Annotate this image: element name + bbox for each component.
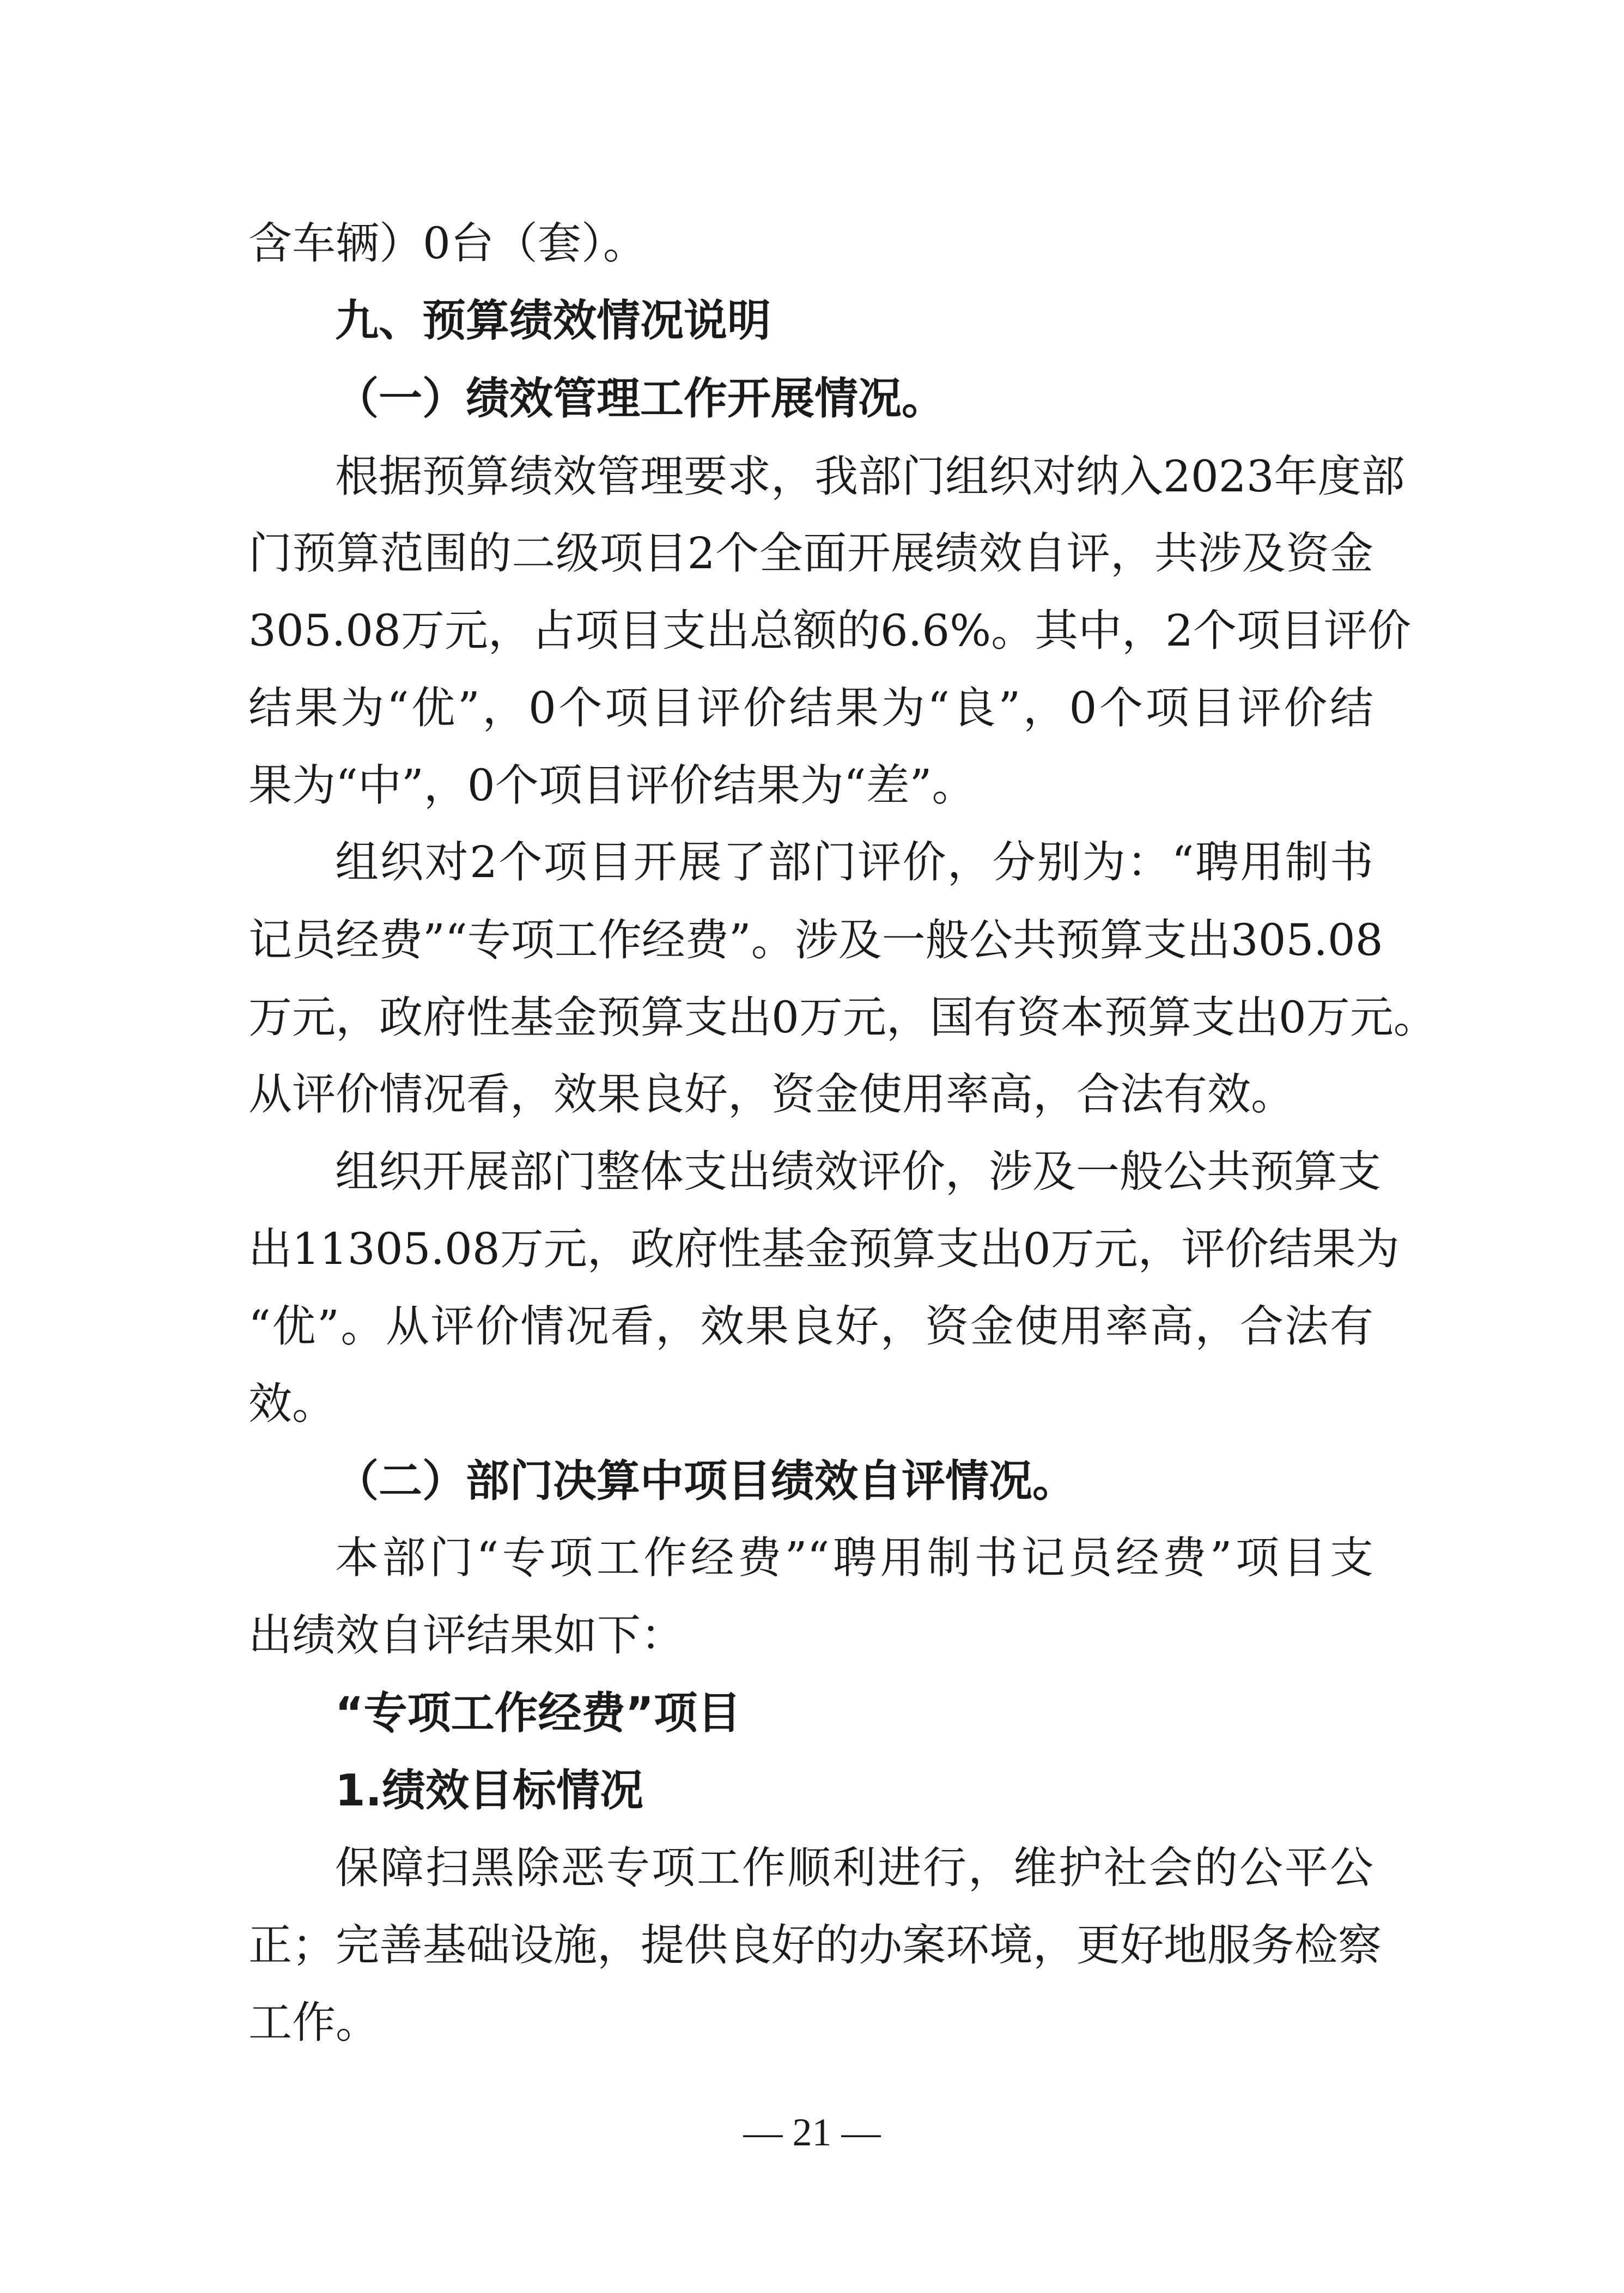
body-text-line: 根据预算绩效管理要求，我部门组织对纳入2023年度部 (335, 451, 1405, 502)
subsection-heading: （一）绩效管理工作开展情况。 (335, 373, 945, 424)
project-heading: “专项工作经费”项目 (335, 1688, 741, 1738)
body-text-line: 本部门“专项工作经费”“聘用制书记员经费”项目支 (335, 1532, 1373, 1583)
body-text-line: 工作。 (248, 1997, 379, 2048)
page-number: — 21 — (743, 2110, 881, 2154)
body-text-line: “优”。从评价情况看，效果良好，资金使用率高，合法有 (248, 1301, 1373, 1352)
body-text-line: 出绩效自评结果如下： (248, 1610, 684, 1661)
body-text-line: 组织开展部门整体支出绩效评价，涉及一般公共预算支 (335, 1146, 1381, 1197)
body-text-line: 组织对2个项目开展了部门评价，分别为：“聘用制书 (335, 837, 1373, 887)
body-text-line: 万元，政府性基金预算支出0万元，国有资本预算支出0万元。 (248, 992, 1437, 1043)
item-heading: 1.绩效目标情况 (335, 1765, 644, 1816)
body-text-line: 结果为“优”，0个项目评价结果为“良”，0个项目评价结 (248, 683, 1373, 733)
body-text-line: 记员经费”“专项工作经费”。涉及一般公共预算支出305.08 (248, 915, 1383, 965)
body-text-line: 从评价情况看，效果良好，资金使用率高，合法有效。 (248, 1069, 1294, 1120)
body-text-line: 出11305.08万元，政府性基金预算支出0万元，评价结果为 (248, 1224, 1400, 1274)
body-text-line: 果为“中”，0个项目评价结果为“差”。 (248, 760, 976, 811)
body-text-line: 含车辆）0台（套）。 (248, 218, 647, 269)
body-text-line: 保障扫黑除恶专项工作顺利进行，维护社会的公平公 (335, 1842, 1373, 1893)
subsection-heading: （二）部门决算中项目绩效自评情况。 (335, 1456, 1076, 1506)
section-heading: 九、预算绩效情况说明 (335, 295, 771, 346)
body-text-line: 效。 (248, 1378, 336, 1429)
body-text-line: 正；完善基础设施，提供良好的办案环境，更好地服务检察 (248, 1920, 1382, 1970)
body-text-line: 门预算范围的二级项目2个全面开展绩效自评，共涉及资金 (248, 528, 1373, 579)
body-text-line: 305.08万元，占项目支出总额的6.6%。其中，2个项目评价 (248, 605, 1412, 656)
